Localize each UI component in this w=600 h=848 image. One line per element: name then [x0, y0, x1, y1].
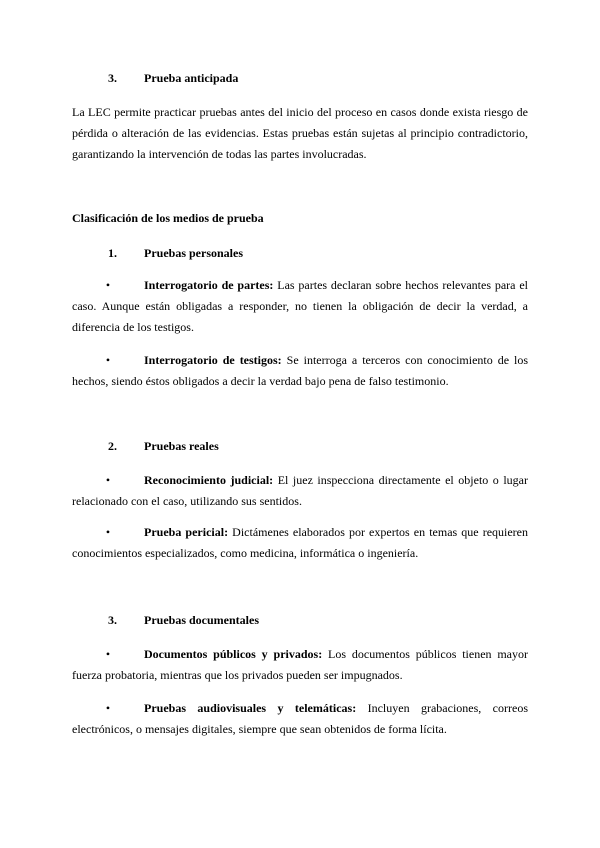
- paragraph-prueba-anticipada: La LEC permite practicar pruebas antes del inicio del proceso en casos donde exista riesgo de pérdida o alteración de las evidencias. Estas pruebas están sujetas al principio contradictorio, garantizando la intervención de todas las partes involucradas.: [72, 105, 528, 161]
- group-title: Pruebas documentales: [144, 613, 259, 627]
- bullet-icon: •: [105, 701, 111, 715]
- item-term: Interrogatorio de testigos:: [144, 353, 282, 367]
- item-text: Incluyen grabaciones, correos electrónicos, o mensajes digitales, siempre que sean obtenidos de forma lícita.: [72, 701, 528, 736]
- item-term: Pruebas audiovisuales y telemáticas:: [144, 701, 357, 715]
- group-title: Pruebas personales: [144, 246, 243, 260]
- list-item-interrogatorio-partes: [72, 275, 528, 338]
- bullet-icon: •: [105, 473, 111, 487]
- group-number: 1.: [108, 246, 117, 260]
- item-term: Documentos públicos y privados:: [144, 647, 323, 661]
- bullet-icon: •: [105, 353, 111, 367]
- group-title: Pruebas reales: [144, 439, 219, 453]
- item-text: Las partes declaran sobre hechos relevantes para el caso. Aunque están obligadas a responder, no tienen la obligación de decir la verdad, a diferencia de los testigos.: [72, 278, 528, 334]
- item-text: El juez inspecciona directamente el objeto o lugar relacionado con el caso, utilizando sus sentidos.: [72, 473, 528, 508]
- item-term: Reconocimiento judicial:: [144, 473, 274, 487]
- section-number: 3.: [108, 71, 117, 85]
- list-item-documentos-publicos-privados: [72, 644, 528, 686]
- item-text: Dictámenes elaborados por expertos en temas que requieren conocimientos especializados, como medicina, informática o ingeniería.: [72, 525, 529, 560]
- list-item-prueba-pericial: [72, 522, 528, 564]
- section-title: Prueba anticipada: [144, 71, 239, 85]
- item-text: Los documentos públicos tienen mayor fuerza probatoria, mientras que los privados pueden ser impugnados.: [72, 647, 529, 682]
- list-item-reconocimiento-judicial: [72, 470, 528, 512]
- item-text: Se interroga a terceros con conocimiento de los hechos, siendo éstos obligados a decir la verdad bajo pena de falso testimonio.: [72, 353, 528, 388]
- group-number: 3.: [108, 613, 117, 627]
- bullet-icon: •: [105, 647, 111, 661]
- group-number: 2.: [108, 439, 117, 453]
- list-item-interrogatorio-testigos: [72, 350, 528, 392]
- bullet-icon: •: [105, 525, 111, 539]
- bullet-icon: •: [105, 278, 111, 292]
- item-term: Interrogatorio de partes:: [144, 278, 274, 292]
- list-item-pruebas-audiovisuales: [72, 698, 528, 740]
- classification-heading: Clasificación de los medios de prueba: [72, 211, 264, 225]
- item-term: Prueba pericial:: [144, 525, 229, 539]
